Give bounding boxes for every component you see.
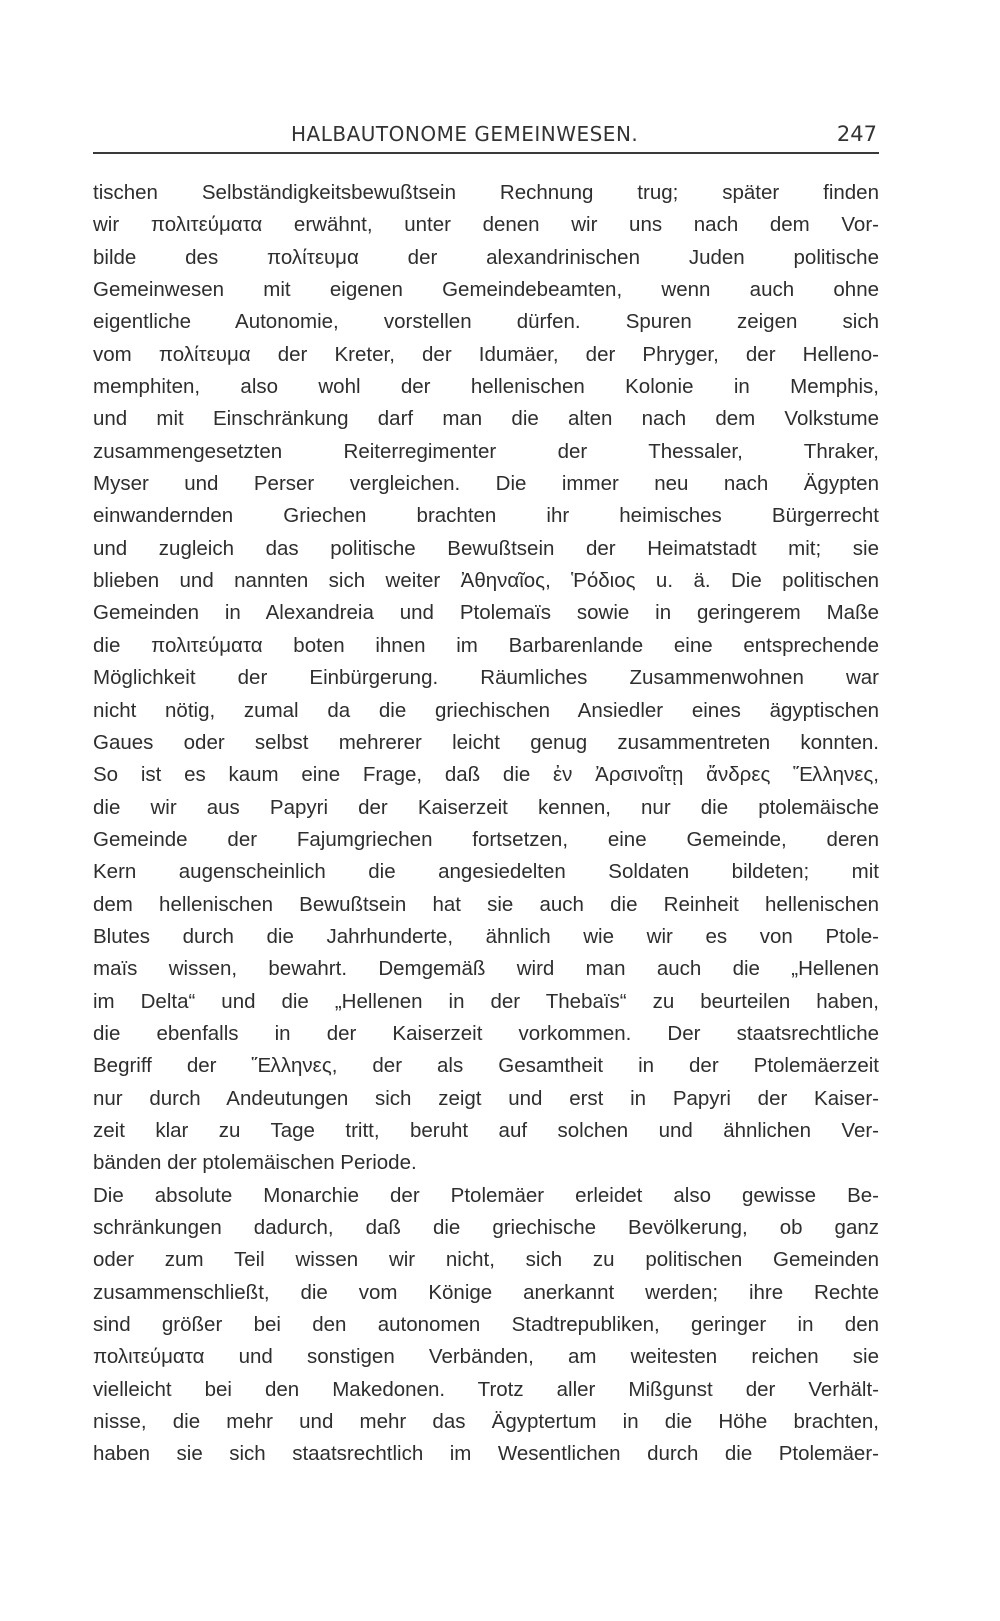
text-line: Gemeinwesen mit eigenen Gemeindebeamten, wenn auch ohne (93, 278, 879, 302)
running-title: HALBAUTONOME GEMEINWESEN. (291, 122, 639, 146)
text-line: Begriff der Ἕλληνες, der als Gesamtheit in der Ptolemäerzeit (93, 1054, 879, 1078)
text-line: zusammengesetzten Reiterregimenter der Thessaler, Thraker, (93, 439, 879, 463)
text-line: die πολιτεύματα boten ihnen im Barbarenlande eine entsprechende (93, 633, 879, 657)
text-line: πολιτεύματα und sonstigen Verbänden, am weitesten reichen sie (93, 1345, 879, 1369)
text-line: oder zum Teil wissen wir nicht, sich zu politischen Gemeinden (93, 1248, 879, 1272)
text-line: Die absolute Monarchie der Ptolemäer erleidet also gewisse Be- (93, 1183, 879, 1207)
text-line: nicht nötig, zumal da die griechischen Ansiedler eines ägyptischen (93, 698, 879, 722)
text-line: dem hellenischen Bewußtsein hat sie auch die Reinheit hellenischen (93, 892, 879, 916)
text-line: eigentliche Autonomie, vorstellen dürfen. Spuren zeigen sich (93, 310, 879, 334)
text-line: blieben und nannten sich weiter Ἀθηναῖος, Ῥόδιος u. ä. Die politischen (93, 569, 879, 593)
text-line: So ist es kaum eine Frage, daß die ἐν Ἀρσινοΐτῃ ἄνδρες Ἕλληνες, (93, 763, 879, 787)
text-line: wir πολιτεύματα erwähnt, unter denen wir uns nach dem Vor- (93, 213, 879, 237)
text-line: Gaues oder selbst mehrerer leicht genug zusammentreten konnten. (93, 730, 879, 754)
text-line: einwandernden Griechen brachten ihr heimisches Bürgerrecht (93, 504, 879, 528)
text-line: Möglichkeit der Einbürgerung. Räumliches Zusammenwohnen war (93, 666, 879, 690)
text-line: sind größer bei den autonomen Stadtrepubliken, geringer in den (93, 1313, 879, 1337)
text-line: und mit Einschränkung darf man die alten nach dem Volkstume (93, 407, 879, 431)
text-line: und zugleich das politische Bewußtsein der Heimatstadt mit; sie (93, 536, 879, 560)
text-line: bilde des πολίτευμα der alexandrinischen Juden politische (93, 245, 879, 269)
text-line: Gemeinde der Fajumgriechen fortsetzen, eine Gemeinde, deren (93, 827, 879, 851)
text-line: im Delta“ und die „Hellenen in der Thebaïs“ zu beurteilen haben, (93, 989, 879, 1013)
text-line: nur durch Andeutungen sich zeigt und erst in Papyri der Kaiser- (93, 1086, 879, 1110)
text-line: haben sie sich staatsrechtlich im Wesentlichen durch die Ptolemäer- (93, 1442, 879, 1466)
running-head (93, 116, 879, 154)
text-line: Blutes durch die Jahrhunderte, ähnlich wie wir es von Ptole- (93, 924, 879, 948)
text-line: Gemeinden in Alexandreia und Ptolemaïs sowie in geringerem Maße (93, 601, 879, 625)
text-line: tischen Selbständigkeitsbewußtsein Rechnung trug; später finden (93, 181, 879, 204)
text-line: vielleicht bei den Makedonen. Trotz aller Mißgunst der Verhält- (93, 1377, 879, 1401)
text-line: memphiten, also wohl der hellenischen Kolonie in Memphis, (93, 375, 879, 399)
text-line: zusammenschließt, die vom Könige anerkannt werden; ihre Rechte (93, 1280, 879, 1304)
text-line: zeit klar zu Tage tritt, beruht auf solchen und ähnlichen Ver- (93, 1118, 879, 1142)
text-line: nisse, die mehr und mehr das Ägyptertum in die Höhe brachten, (93, 1410, 879, 1434)
text-line: schränkungen dadurch, daß die griechische Bevölkerung, ob ganz (93, 1216, 879, 1239)
text-line: die ebenfalls in der Kaiserzeit vorkommen. Der staatsrechtliche (93, 1021, 879, 1045)
text-line: maïs wissen, bewahrt. Demgemäß wird man auch die „Hellenen (93, 957, 879, 981)
body-text (93, 177, 879, 1471)
text-line: vom πολίτευμα der Kreter, der Idumäer, der Phryger, der Helleno- (93, 342, 879, 366)
text-line: Myser und Perser vergleichen. Die immer neu nach Ägypten (93, 472, 879, 496)
paragraph-end-line: bänden der ptolemäischen Periode. (93, 1151, 417, 1175)
page-number: 247 (836, 122, 877, 146)
text-line: die wir aus Papyri der Kaiserzeit kennen, nur die ptolemäische (93, 795, 879, 819)
text-line: Kern augenscheinlich die angesiedelten Soldaten bildeten; mit (93, 860, 879, 884)
